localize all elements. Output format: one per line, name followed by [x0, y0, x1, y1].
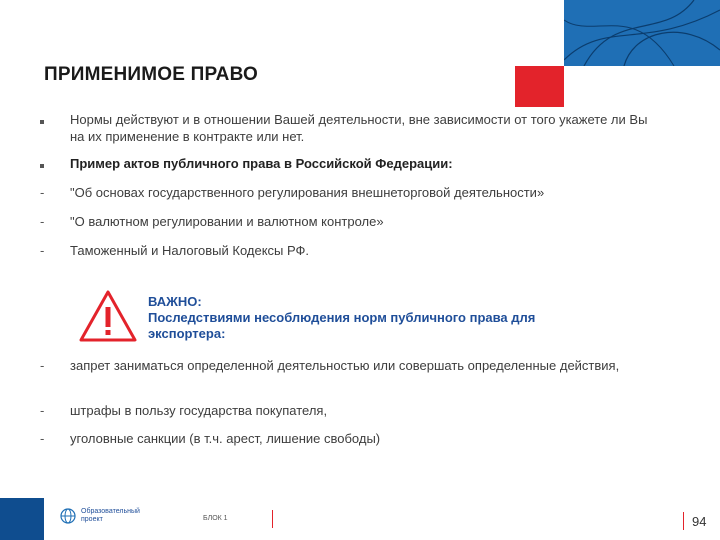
list-item-text: запрет заниматься определенной деятельностью или совершать определенные действия, — [70, 358, 620, 373]
list-item-text: уголовные санкции (в т.ч. арест, лишение свободы) — [70, 431, 381, 446]
warning-icon — [78, 289, 138, 343]
bullet-square — [40, 111, 44, 128]
dash-marker: - — [40, 403, 45, 418]
dash-marker: - — [40, 185, 45, 200]
page-title: ПРИМЕНИМОЕ ПРАВО — [44, 64, 259, 85]
footer-blue-block — [0, 498, 44, 540]
dash-marker: - — [40, 214, 45, 229]
footer-divider — [683, 512, 684, 530]
dash-marker: - — [40, 243, 45, 258]
bullet-square — [40, 155, 44, 172]
list-item-text: Нормы действуют и в отношении Вашей деятельности, вне зависимости от того укажете ли Вы на их применение в контракте или нет. — [70, 112, 648, 144]
list-item-text: "О валютном регулировании и валютном контроле» — [70, 214, 384, 229]
decorative-red-square — [515, 66, 564, 107]
list-item-text: штрафы в пользу государства покупателя, — [70, 403, 328, 418]
list-item-text: Таможенный и Налоговый Кодексы РФ. — [70, 243, 310, 258]
warning-heading: ВАЖНО: — [148, 294, 202, 309]
footer-block-label: БЛОК 1 — [203, 515, 228, 522]
page-number: 94 — [692, 514, 707, 529]
warning-body: Последствиями несоблюдения норм публичного права для экспортера: — [148, 310, 536, 341]
list-item-text: Пример актов публичного права в Российской Федерации: — [70, 156, 453, 171]
footer-logo-text: Образовательный проект — [81, 508, 140, 523]
warning-text — [148, 294, 608, 342]
list-item-text: "Об основах государственного регулирования внешнеторговой деятельности» — [70, 185, 545, 200]
decorative-blue-banner — [564, 0, 720, 66]
dash-marker: - — [40, 358, 45, 373]
globe-logo-icon — [60, 508, 76, 524]
dash-marker: - — [40, 431, 45, 446]
footer-divider — [272, 510, 273, 528]
